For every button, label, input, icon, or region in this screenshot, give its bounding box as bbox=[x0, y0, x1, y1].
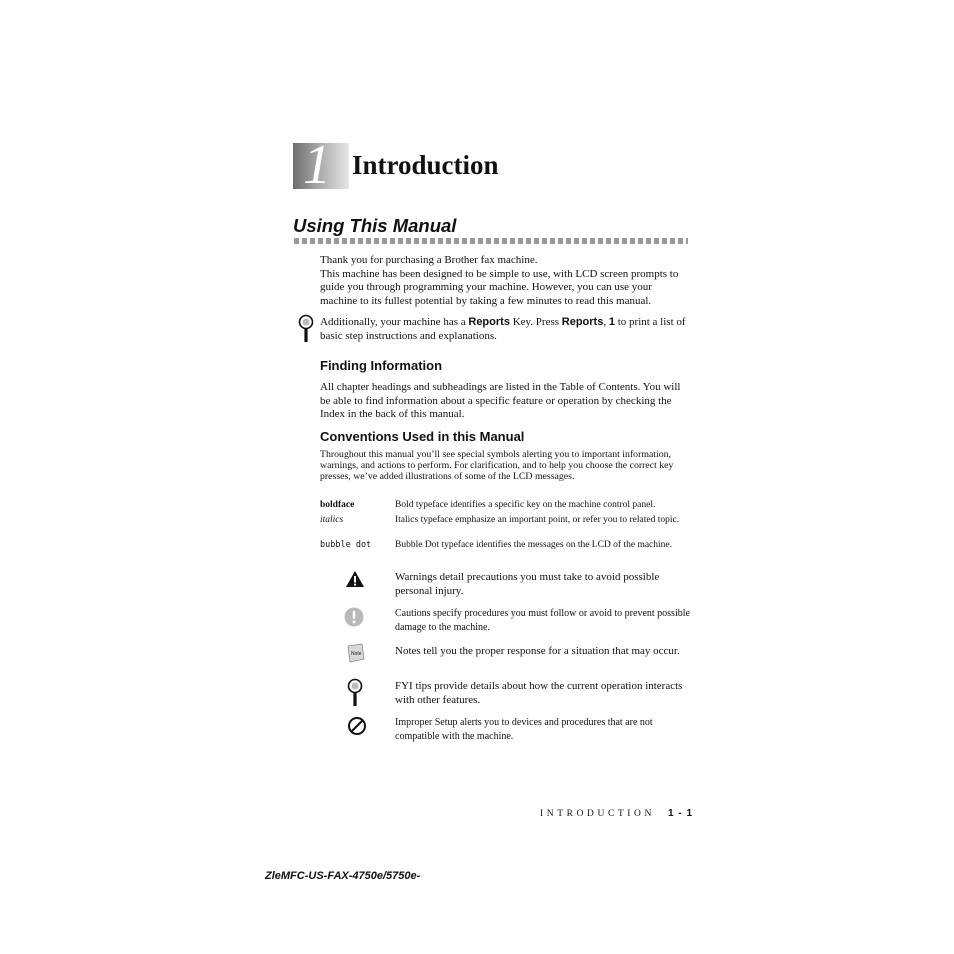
fyi-icon bbox=[297, 314, 315, 344]
note-desc: Notes tell you the proper response for a situation that may occur. bbox=[395, 645, 680, 657]
improper-setup-icon bbox=[347, 716, 367, 736]
intro-paragraph bbox=[320, 254, 690, 308]
reports-key: Reports bbox=[561, 316, 604, 328]
intro-line-1: Thank you for purchasing a Brother fax machine. bbox=[320, 254, 538, 266]
note-icon bbox=[346, 643, 366, 663]
tip-text: Additionally, your machine has a bbox=[320, 316, 469, 328]
chapter-number: 1 bbox=[303, 134, 331, 196]
conventions-heading: Conventions Used in this Manual bbox=[320, 429, 525, 444]
intro-line-2: This machine has been designed to be simple to use, with LCD screen prompts to guide you through programming your machine. However, you can use your machine to its fullest potential by taking a few minutes to read this manual. bbox=[320, 267, 679, 307]
finding-information-heading: Finding Information bbox=[320, 358, 443, 373]
convention-label-boldface: boldface bbox=[320, 500, 355, 510]
convention-label-italics: italics bbox=[320, 515, 344, 525]
section-title: Using This Manual bbox=[293, 215, 457, 236]
fyi-desc: FYI tips provide details about how the current operation interacts with other features. bbox=[395, 680, 683, 706]
convention-desc-boldface: Bold typeface identifies a specific key on the machine control panel. bbox=[395, 500, 656, 510]
conventions-body: Throughout this manual you’ll see special symbols alerting you to important information, warnings, and actions to perform. For clarification, and to help you choose the correct key presses, we’ve added illustrations of some of the LCD messages. bbox=[320, 449, 674, 482]
document-id: ZleMFC-US-FAX-4750e/5750e- bbox=[265, 870, 421, 882]
note-icon-label: Note bbox=[351, 651, 362, 657]
reports-key: Reports bbox=[468, 316, 510, 328]
caution-desc: Cautions specify procedures you must follow or avoid to prevent possible damage to the machine. bbox=[395, 608, 690, 633]
section-divider bbox=[294, 238, 688, 244]
chapter-title: Introduction bbox=[352, 150, 499, 180]
convention-desc-italics: Italics typeface emphasize an important point, or refer you to related topic. bbox=[395, 515, 680, 525]
tip-text: , bbox=[603, 316, 609, 328]
chapter-number-block bbox=[293, 134, 349, 196]
one-key: 1 bbox=[608, 316, 615, 328]
fyi-icon bbox=[346, 678, 364, 708]
footer-chapter-label: INTRODUCTION bbox=[540, 809, 655, 819]
tip-text: to print a list of basic step instructions and explanations. bbox=[320, 316, 686, 342]
warning-desc: Warnings detail precautions you must take to avoid possible personal injury. bbox=[395, 571, 660, 597]
caution-icon bbox=[344, 607, 364, 627]
tip-text: Key. Press bbox=[509, 316, 562, 328]
tip-paragraph bbox=[320, 316, 690, 343]
convention-label-bubble-dot: bubble dot bbox=[320, 540, 372, 550]
improper-setup-desc: Improper Setup alerts you to devices and procedures that are not compatible with the machine. bbox=[395, 717, 653, 742]
finding-information-body: All chapter headings and subheadings are listed in the Table of Contents. You will be able to find information about a specific feature or operation by checking the Index in the back of this manual. bbox=[320, 381, 681, 421]
warning-icon bbox=[345, 570, 365, 588]
page-number: 1 - 1 bbox=[668, 808, 694, 819]
convention-desc-bubble-dot: Bubble Dot typeface identifies the messages on the LCD of the machine. bbox=[395, 540, 673, 550]
